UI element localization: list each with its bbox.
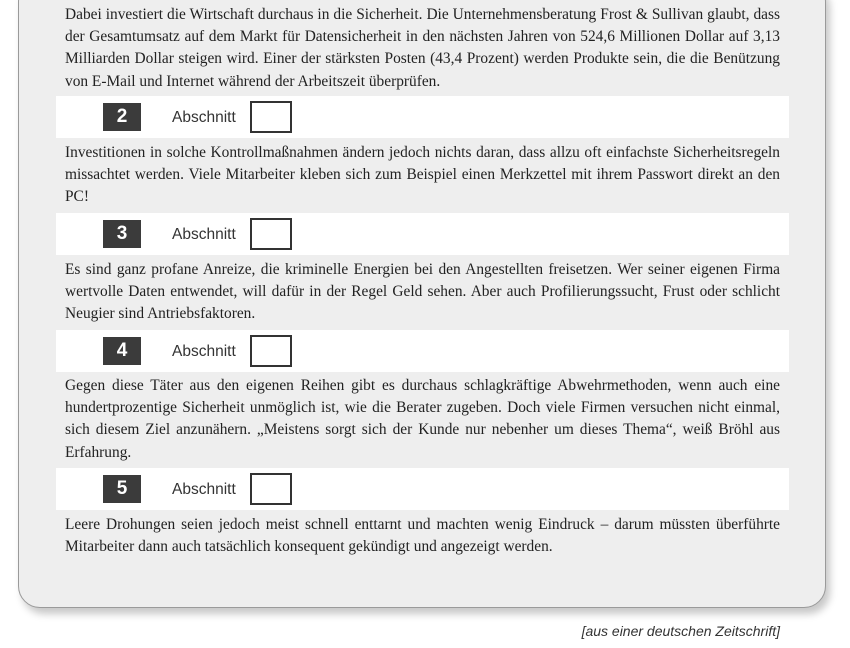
section-row-2 [56, 96, 789, 138]
answer-box[interactable] [250, 218, 292, 250]
section-label: Abschnitt [172, 109, 236, 126]
section-number: 4 [103, 337, 141, 365]
answer-box[interactable] [250, 473, 292, 505]
answer-box[interactable] [250, 101, 292, 133]
section-row-5 [56, 468, 789, 510]
source-citation: [aus einer deutschen Zeitschrift] [581, 623, 780, 639]
paragraph-2: Investitionen in solche Kontrollmaßnahmen ändern jedoch nichts daran, dass allzu oft einfachste Sicherheitsregeln missachtet werden. Viele Mitarbeiter kleben sich zum Beispiel einen Merkzettel mit ihrem Passwort direkt an den PC! [65, 144, 780, 206]
answer-box[interactable] [250, 335, 292, 367]
section-row-4 [56, 330, 789, 372]
section-row-3 [56, 213, 789, 255]
section-label: Abschnitt [172, 343, 236, 360]
paragraph-3: Es sind ganz profane Anreize, die kriminelle Energien bei den Angestellten freisetzen. Wer seiner eigenen Firma wertvolle Daten entwendet, will dafür in der Regel Geld sehen. Aber auch Profilierungssucht, Frust oder schlicht Neugier sind Antriebsfaktoren. [65, 261, 780, 323]
section-label: Abschnitt [172, 226, 236, 243]
section-number: 3 [103, 220, 141, 248]
paragraph-5: Leere Drohungen seien jedoch meist schnell enttarnt und machten wenig Eindruck – darum müssten überführte Mitarbeiter dann auch tatsächlich konsequent gekündigt und angezeigt werden. [65, 516, 780, 556]
paragraph-4: Gegen diese Täter aus den eigenen Reihen gibt es durchaus schlagkräftige Abwehrmethoden, wenn auch eine hundertprozentige Sicherheit unmöglich ist, wie die Berater zugeben. Doch viele Firmen versuchen nicht einmal, sich diesem Ziel anzunähern. „Meistens sorgt sich der Kunde nur nebenher um dieses Thema“, weiß Bröhl aus Erfahrung. [65, 377, 780, 461]
paragraph-1: Dabei investiert die Wirtschaft durchaus in die Sicherheit. Die Unternehmensberatung Frost & Sullivan glaubt, dass der Gesamtumsatz auf dem Markt für Datensicherheit in den nächsten Jahren von 524,6 Millionen Dollar auf 3,13 Milliarden Dollar steigen wird. Einer der stärksten Posten (43,4 Prozent) werden Produkte sein, die die Benützung von E-Mail und Internet während der Arbeitszeit überprüfen. [65, 6, 780, 90]
section-number: 2 [103, 103, 141, 131]
section-number: 5 [103, 475, 141, 503]
section-label: Abschnitt [172, 481, 236, 498]
